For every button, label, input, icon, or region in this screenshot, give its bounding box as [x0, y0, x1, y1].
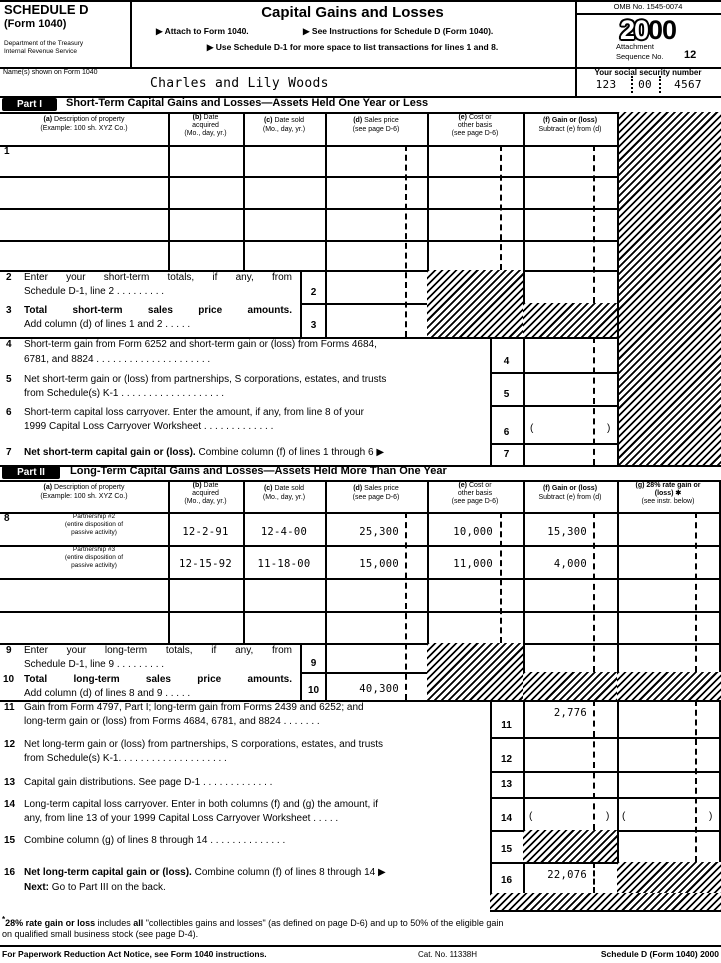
col-e-header: [427, 114, 523, 121]
grid-line: [490, 372, 617, 374]
part2-label: Part II: [2, 466, 60, 479]
paperwork-notice: For Paperwork Reduction Act Notice, see Form 1040 instructions.: [2, 949, 267, 959]
row8b-sales-price[interactable]: 15,000: [359, 558, 399, 570]
line8-number: 8: [4, 513, 10, 524]
cents-divider: [593, 337, 595, 465]
row8a-cost-basis[interactable]: 10,000: [453, 526, 493, 538]
row8a-sales-price[interactable]: 25,300: [359, 526, 399, 538]
cents-divider: [500, 145, 502, 270]
line15-col-f-hatched: [523, 830, 617, 862]
line6-text-1: Short-term capital loss carryover. Enter the amount, if any, from line 8 of your: [24, 407, 364, 418]
line14-g-paren-open: (: [622, 811, 626, 822]
line16-next-rest: Go to Part III on the back.: [49, 882, 166, 893]
line13-number: 13: [4, 777, 16, 788]
col-a-header-2: (Example: 100 sh. XYZ Co.): [40, 125, 128, 132]
line15-text-1: Combine column (g) of lines 8 through 14 . . . . . . . . . . . . . .: [24, 835, 286, 846]
line11-box-number: 11: [501, 720, 512, 731]
row8b-description-3[interactable]: passive activity): [71, 562, 117, 569]
line16-text-bold: Net long-term capital gain or (loss).: [24, 867, 192, 878]
schedule-d1-bullet: ▶ Use Schedule D-1 for more space to list transactions for lines 1 and 8.: [206, 42, 499, 52]
grid-vline: [325, 112, 327, 337]
tax-year-bold: 00: [648, 15, 677, 45]
col-d-header: [325, 117, 427, 124]
line7-box-number: 7: [503, 449, 510, 460]
ssn-separator: [659, 76, 661, 93]
line15-number: 15: [4, 835, 16, 846]
line9-text-1: Enter your long-term totals, if any, from: [24, 645, 292, 656]
part2-title: Long-Term Capital Gains and Losses—Assets Held More Than One Year: [70, 465, 447, 477]
grid-line: [0, 578, 721, 580]
col-f-header: [523, 485, 617, 492]
catalog-number: Cat. No. 11338H: [418, 950, 477, 959]
col-f-header: [523, 117, 617, 124]
ssn-part3[interactable]: 4567: [674, 78, 702, 91]
line14-f-paren-close: ): [606, 811, 610, 822]
line12-number: 12: [4, 739, 16, 750]
col-e-text: Cost or: [468, 482, 492, 489]
line14-f-paren-open: (: [529, 811, 533, 822]
row8b-description-1[interactable]: Partnership #3: [72, 546, 116, 553]
line14-text-2: any, from line 13 of your 1999 Capital Loss Carryover Worksheet . . . . .: [24, 813, 339, 824]
grid-vline: [523, 112, 525, 465]
line16-next-bold: Next:: [24, 882, 50, 893]
line2-text-2: Schedule D-1, line 2 . . . . . . . . .: [24, 286, 165, 297]
cents-divider: [593, 512, 595, 672]
footnote-line-2: on qualified small business stock (see page D-4).: [2, 929, 199, 939]
grid-line: [490, 405, 617, 407]
line9-text-2: Schedule D-1, line 9 . . . . . . . . .: [24, 659, 165, 670]
col-d-text: Sales price: [364, 485, 399, 492]
col-c-text: Date sold: [274, 117, 305, 124]
footnote-rest-1: includes: [95, 918, 134, 928]
sequence-number: 12: [684, 49, 697, 61]
cents-divider: [500, 512, 502, 643]
line13-box-number: 13: [500, 779, 513, 790]
line16-value[interactable]: 22,076: [547, 869, 587, 881]
col-c-header-2: (Mo., day, yr.): [262, 494, 306, 501]
footnote-line-1: [2, 916, 503, 928]
col-a-text: Description of property: [54, 484, 125, 491]
omb-number: OMB No. 1545-0074: [613, 2, 683, 11]
col-b-header-2: acquired: [192, 490, 219, 497]
line16-col-g-hatched: [617, 862, 721, 893]
col-e-header: [427, 482, 523, 489]
cents-divider: [405, 512, 407, 700]
col-a-tag: (a): [43, 116, 53, 123]
line6-number: 6: [6, 407, 12, 418]
row8a-gain[interactable]: 15,300: [547, 526, 587, 538]
row8a-description-1[interactable]: Partnership #2: [72, 513, 116, 520]
line7-text-bold: Net short-term capital gain or (loss).: [24, 447, 196, 458]
line3-col-f-hatched: [523, 303, 617, 337]
line4-text-2: 6781, and 8824 . . . . . . . . . . . . . . . . . . . . .: [24, 354, 211, 365]
schedule-label: SCHEDULE D: [4, 2, 89, 17]
col-e-header-2: other basis: [457, 490, 493, 497]
line3-box-number: 3: [310, 320, 317, 331]
col-g-text: 28% rate gain or: [646, 482, 701, 489]
line14-number: 14: [4, 799, 16, 810]
ssn-label: Your social security number: [594, 68, 702, 77]
cents-divider: [405, 145, 407, 337]
line10-text-bold: Total long-term sales price amounts.: [24, 674, 292, 685]
footnote-rest-2: "collectibles gains and losses" (as defined on page D-6) and up to 50% of the eligible gain: [143, 918, 504, 928]
dept-line2: Internal Revenue Service: [4, 48, 77, 55]
line9-10-col-e-hatched: [427, 643, 523, 700]
line2-text-1: Enter your short-term totals, if any, from: [24, 272, 292, 283]
col-a-header-2: (Example: 100 sh. XYZ Co.): [40, 493, 128, 500]
top-border: [0, 0, 721, 2]
line6-paren-open: (: [530, 423, 534, 434]
line7-text-rest: Combine column (f) of lines 1 through 6 ▶: [195, 447, 385, 458]
col-e-header-3: (see page D-6): [451, 130, 499, 137]
col-f-tag: (f): [542, 485, 550, 492]
col-d-text: Sales price: [364, 117, 399, 124]
line12-box-number: 12: [500, 754, 513, 765]
grid-vline: [617, 112, 619, 465]
line14-g-paren-close: ): [709, 811, 713, 822]
row8b-description-2[interactable]: (entire disposition of: [64, 554, 124, 561]
line12-text-1: Net long-term gain or (loss) from partnerships, S corporations, estates, and trusts: [24, 739, 384, 750]
cents-divider: [695, 512, 697, 672]
line10-col-f-hatched: [523, 672, 617, 700]
attach-bullet: ▶ Attach to Form 1040.: [156, 26, 249, 36]
line10-col-g-hatched: [617, 672, 721, 700]
bottom-strip-hatched: [490, 893, 721, 910]
ssn-separator: [631, 76, 633, 93]
line12-text-2: from Schedule(s) K-1. . . . . . . . . . . . . . . . . . . .: [24, 753, 227, 764]
name-value[interactable]: Charles and Lily Woods: [150, 76, 329, 91]
attachment-label: Attachment: [616, 42, 654, 51]
col-b-text: Date: [203, 114, 219, 121]
line11-text-2: long-term gain or (loss) from Forms 4684, 6781, and 8824 . . . . . . .: [24, 716, 320, 727]
form-footer-id: Schedule D (Form 1040) 2000: [600, 949, 719, 959]
footnote-bold-2: all: [133, 918, 144, 928]
line13-text-1: Capital gain distributions. See page D-1 . . . . . . . . . . . . .: [24, 777, 273, 788]
col-c-text: Date sold: [274, 485, 305, 492]
line6-box-number: 6: [503, 427, 510, 438]
col-b-tag: (b): [192, 482, 202, 489]
col-g-header: [617, 482, 719, 489]
col-f-header-2: Subtract (e) from (d): [538, 126, 602, 133]
col-e-header-3: (see page D-6): [451, 498, 499, 505]
line16-next-text: [24, 883, 166, 894]
row8a-description-2[interactable]: (entire disposition of: [64, 521, 124, 528]
cents-divider: [593, 862, 595, 893]
col-e-tag: (e): [458, 482, 468, 489]
col-d-tag: (d): [353, 117, 363, 124]
col-b-header-3: (Mo., day, yr.): [184, 130, 227, 137]
line7-number: 7: [6, 447, 12, 458]
line6-paren-close: ): [607, 423, 611, 434]
col-d-header-2: (see page D-6): [352, 126, 400, 133]
line11-number: 11: [4, 702, 15, 713]
col-c-header: [243, 117, 325, 124]
line11-value[interactable]: 2,776: [553, 707, 587, 719]
col-g-header-3: (see instr. below): [641, 498, 695, 505]
col-c-header: [243, 485, 325, 492]
col-b-header: [168, 114, 243, 121]
line5-number: 5: [6, 374, 12, 385]
row8a-date-sold[interactable]: 12-4-00: [260, 526, 308, 538]
grid-line: [0, 480, 721, 482]
line4-number: 4: [6, 339, 12, 350]
col-b-tag: (b): [192, 114, 202, 121]
line14-box-number: 14: [500, 813, 513, 824]
form-title: Capital Gains and Losses: [261, 4, 444, 21]
ssn-part2[interactable]: 00: [638, 78, 652, 91]
col-f-tag: (f): [542, 117, 550, 124]
sequence-label: Sequence No.: [616, 52, 664, 61]
line3-text-2: Add column (d) of lines 1 and 2 . . . . .: [24, 319, 191, 330]
line10-text-2: Add column (d) of lines 8 and 9 . . . . .: [24, 688, 191, 699]
col-a-text: Description of property: [54, 116, 125, 123]
line4-box-number: 4: [503, 356, 510, 367]
col-c-header-2: (Mo., day, yr.): [262, 126, 306, 133]
grid-vline: [243, 112, 245, 270]
line2-3-col-e-hatched: [427, 270, 523, 337]
col-e-text: Cost or: [468, 114, 492, 121]
line16-number: 16: [4, 867, 16, 878]
line14-text-1: Long-term capital loss carryover. Enter in both columns (f) and (g) the amount, if: [24, 799, 379, 810]
row8a-description-3[interactable]: passive activity): [71, 529, 117, 536]
cents-divider: [593, 700, 595, 830]
col-d-header: [325, 485, 427, 492]
part1-col-g-hatched-area: [617, 112, 721, 465]
line4-text-1: Short-term gain from Form 6252 and short-term gain or (loss) from Forms 4684,: [24, 339, 377, 350]
col-e-tag: (e): [458, 114, 468, 121]
part1-title: Short-Term Capital Gains and Losses—Assets Held One Year or Less: [66, 97, 429, 109]
col-e-header-2: other basis: [457, 122, 493, 129]
footnote-asterisk: *: [2, 915, 6, 924]
line16-text: [24, 868, 386, 879]
line9-box-number: 9: [310, 658, 317, 669]
col-d-tag: (d): [353, 485, 363, 492]
line10-box-number: 10: [307, 685, 320, 696]
grid-line: [490, 443, 617, 445]
line11-text-1: Gain from Form 4797, Part I; long-term gain from Forms 2439 and 6252; and: [24, 702, 364, 713]
col-d-header-2: (see page D-6): [352, 494, 400, 501]
line6-text-2: 1999 Capital Loss Carryover Worksheet . . . . . . . . . . . . .: [24, 421, 274, 432]
col-f-header-2: Subtract (e) from (d): [538, 494, 602, 501]
tax-year-outline: 20: [619, 15, 648, 45]
part1-label: Part I: [2, 98, 57, 111]
form-label: (Form 1040): [4, 18, 67, 30]
row8b-date-acquired[interactable]: 12-15-92: [179, 558, 232, 570]
dept-line1: Department of the Treasury: [4, 40, 84, 47]
row8b-date-sold[interactable]: 11-18-00: [257, 558, 311, 570]
line1-number: 1: [4, 146, 10, 157]
line10-value[interactable]: 40,300: [359, 683, 399, 695]
col-b-header-3: (Mo., day, yr.): [184, 498, 227, 505]
col-a-header: [0, 484, 168, 491]
col-a-header: [0, 116, 168, 123]
row8b-gain[interactable]: 4,000: [553, 558, 587, 570]
col-b-header-2: acquired: [192, 122, 219, 129]
col-c-tag: (c): [263, 485, 273, 492]
line9-number: 9: [6, 645, 12, 656]
line5-text-1: Net short-term gain or (loss) from partnerships, S corporations, estates, and trusts: [24, 374, 387, 385]
grid-line: [490, 910, 721, 912]
cents-divider: [593, 145, 595, 303]
line15-box-number: 15: [500, 844, 513, 855]
row8a-date-acquired[interactable]: 12-2-91: [182, 526, 229, 538]
footer-rule: [0, 945, 721, 947]
line3-number: 3: [6, 305, 12, 316]
footnote-bold-1: 28% rate gain or loss: [5, 918, 96, 928]
grid-line: [0, 611, 721, 613]
line5-text-2: from Schedule(s) K-1 . . . . . . . . . . . . . . . . . . .: [24, 388, 225, 399]
cents-divider: [695, 700, 697, 862]
line10-number: 10: [3, 674, 15, 685]
line16-text-rest: Combine column (f) of lines 8 through 14 ▶: [191, 867, 386, 878]
line7-text: [24, 448, 384, 459]
line2-box-number: 2: [310, 287, 317, 298]
line16-box-number: 16: [500, 875, 513, 886]
col-b-text: Date: [203, 482, 219, 489]
col-g-header-2: (loss) ✱: [654, 490, 682, 497]
ssn-part1[interactable]: 123: [595, 78, 617, 91]
col-c-tag: (c): [263, 117, 273, 124]
col-a-tag: (a): [43, 484, 53, 491]
col-b-header: [168, 482, 243, 489]
col-f-text: Gain or (loss): [551, 485, 598, 492]
col-g-tag: (g): [635, 482, 645, 489]
row8b-cost-basis[interactable]: 11,000: [453, 558, 493, 570]
see-instructions-bullet: ▶ See Instructions for Schedule D (Form 1040).: [303, 26, 494, 36]
name-label: Name(s) shown on Form 1040: [3, 69, 98, 76]
line3-text-bold: Total short-term sales price amounts.: [24, 305, 292, 316]
line5-box-number: 5: [503, 389, 510, 400]
line2-number: 2: [6, 272, 12, 283]
grid-line: [0, 112, 721, 114]
col-f-text: Gain or (loss): [551, 117, 598, 124]
